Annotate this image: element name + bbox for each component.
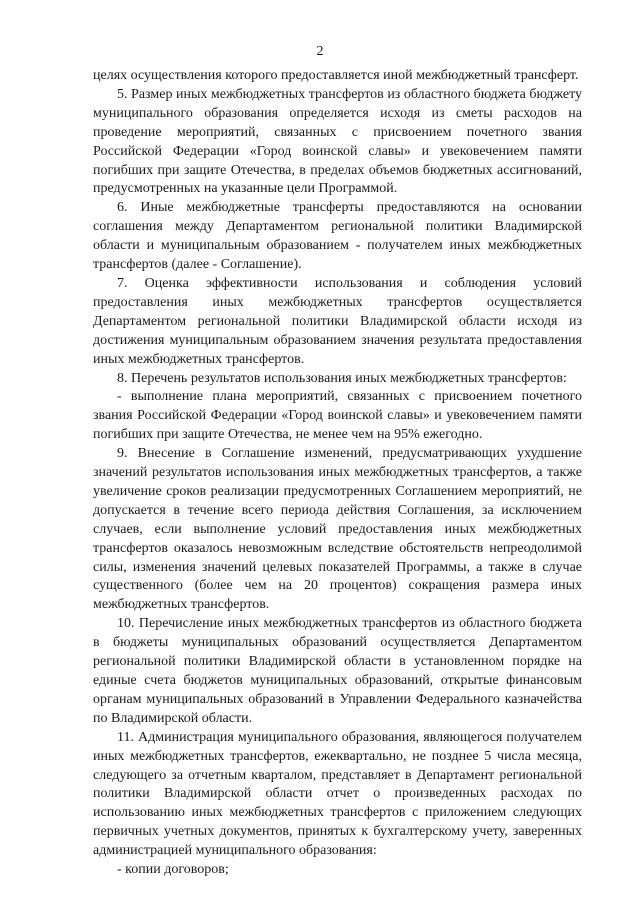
page-number: 2	[316, 44, 324, 59]
paragraph-9: 9. Внесение в Соглашение изменений, предусматривающих ухудшение значений результатов использования иных межбюджетных трансфертов, а также увеличение сроков реализации предусмотренных Соглашением мероприятий, не допускается в течение всего периода действия Соглашения, за исключением случаев, если выполнение условий предоставления иных межбюджетных трансфертов оказалось невозможным вследствие обстоятельств непреодолимой силы, изменения значений целевых показателей Программы, а также в случае существенного (более чем на 20 процентов) сокращения размера иных межбюджетных трансфертов.	[93, 446, 582, 613]
paragraph-6: 6. Иные межбюджетные трансферты предоставляются на основании соглашения между Департаментом региональной политики Владимирской области и муниципальным образованием - получателем иных межбюджетных трансфертов (далее - Соглашение).	[93, 200, 582, 273]
paragraph-11: 11. Администрация муниципального образования, являющегося получателем иных межбюджетных трансфертов, ежеквартально, не позднее 5 числа месяца, следующего за отчетным кварталом, представляет в Департамент региональной политики Владимирской области отчет о произведенных расходах по использованию иных межбюджетных трансфертов с приложением следующих первичных учетных документов, принятых к бухгалтерскому учету, заверенных администрацией муниципального образования:	[93, 729, 582, 859]
paragraph-8: 8. Перечень результатов использования иных межбюджетных трансфертов:	[117, 370, 567, 386]
paragraph-11-item: - копии договоров;	[117, 862, 229, 878]
paragraph-continuation: целях осуществления которого предоставляется иной межбюджетный трансферт.	[93, 68, 579, 83]
paragraph-5: 5. Размер иных межбюджетных трансфертов из областного бюджета бюджету муниципального образования определяется исходя из сметы расходов на проведение мероприятий, связанных с присвоением почетного звания Российской Федерации «Город воинской славы» и увековечением памяти погибших при защите Отечества, в пределах объемов бюджетных ассигнований, предусмотренных на указанные цели Программой.	[93, 86, 582, 197]
document-body	[93, 67, 582, 880]
paragraph-10: 10. Перечисление иных межбюджетных трансфертов из областного бюджета в бюджеты муниципальных образований осуществляется Департаментом региональной политики Владимирской области в установленном порядке на единые счета бюджетов муниципальных образований, открытые финансовым органам муниципальных образований в Управлении Федерального казначейства по Владимирской области.	[93, 616, 582, 726]
paragraph-7: 7. Оценка эффективности использования и соблюдения условий предоставления иных межбюджетных трансфертов осуществляется Департаментом региональной политики Владимирской области исходя из достижения муниципальным образованием значения результата предоставления иных межбюджетных трансфертов.	[93, 275, 582, 367]
paragraph-8-item: - выполнение плана мероприятий, связанных с присвоением почетного звания Российской Федерации «Город воинской славы» и увековечением памяти погибших при защите Отечества, не менее чем на 95% ежегодно.	[93, 389, 582, 443]
